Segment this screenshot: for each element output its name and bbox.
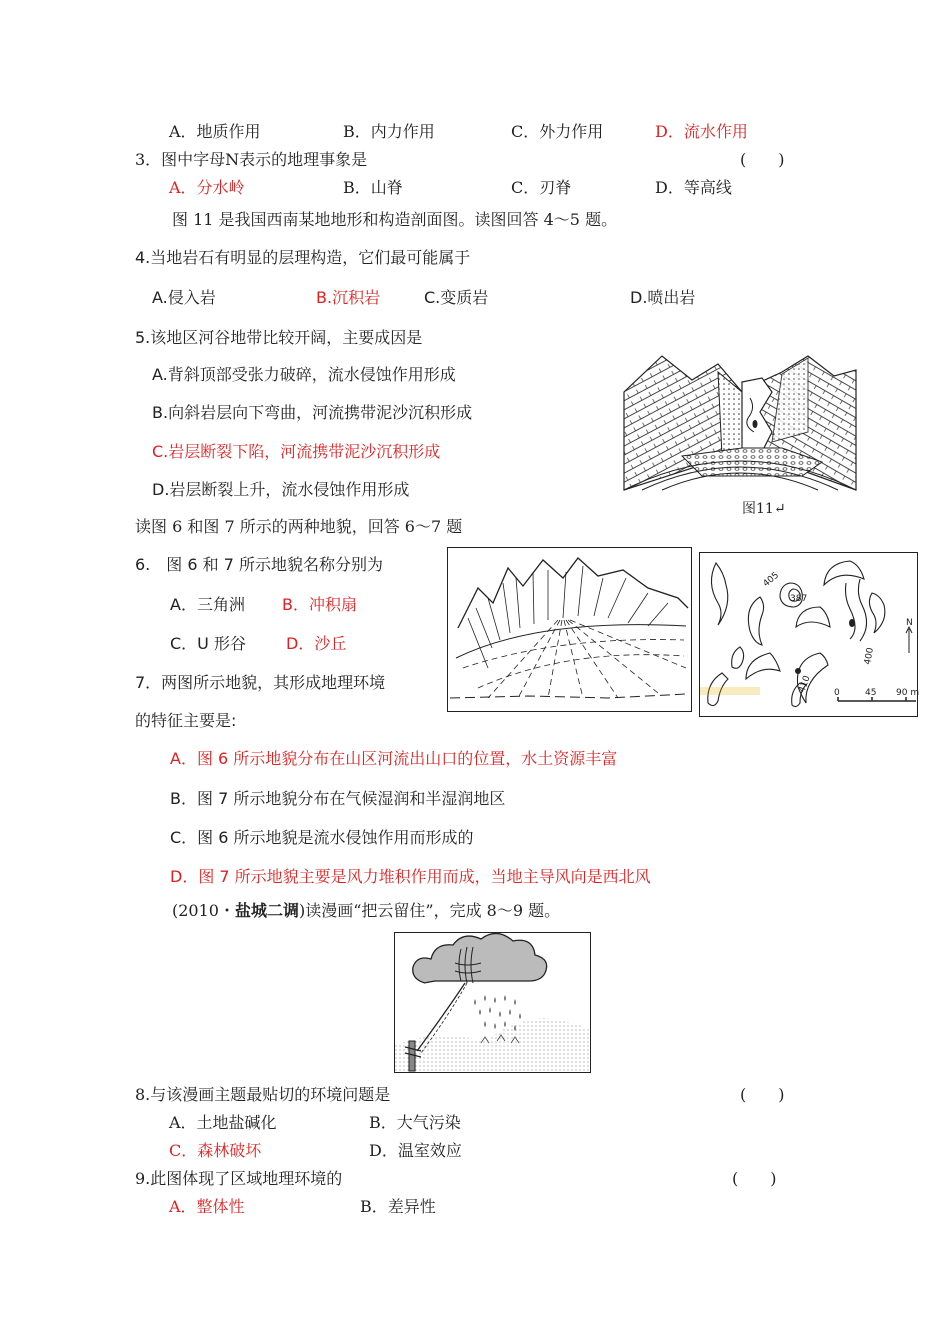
q2-option-d: D．流水作用 <box>655 122 748 141</box>
q7-stem-line2: 的特征主要是: <box>135 711 237 730</box>
q4-option-a: A.侵入岩 <box>152 288 216 307</box>
q6-option-b: B．冲积扇 <box>282 595 357 614</box>
q5-stem: 5.该地区河谷地带比较开阔，主要成因是 <box>135 328 423 347</box>
q8-option-c: C．森林破坏 <box>169 1141 262 1160</box>
scale-label-0: 0 <box>834 688 840 698</box>
contour-label-405: 405 <box>761 570 782 590</box>
figure-7-dune-map <box>699 552 918 717</box>
q5-option-a: A.背斜顶部受张力破碎，流水侵蚀作用形成 <box>152 365 456 384</box>
figure-cartoon-keep-clouds <box>394 932 591 1073</box>
q8-stem: 8.与该漫画主题最贴切的环境问题是 <box>135 1085 391 1104</box>
intro-fig11: 图 11 是我国西南某地地形和构造剖面图。读图回答 4～5 题。 <box>172 210 618 229</box>
scale-label-45: 45 <box>865 688 877 698</box>
q6-option-c: C．U 形谷 <box>170 634 246 653</box>
q6-stem: 6. 图 6 和 7 所示地貌名称分别为 <box>135 555 383 574</box>
q7-option-b: B．图 7 所示地貌分布在气候湿润和半湿润地区 <box>170 789 506 808</box>
q3-option-c: C．刃脊 <box>511 178 572 197</box>
q4-option-b: B.沉积岩 <box>316 288 381 307</box>
figure-11-caption: 图11↵ <box>742 501 786 517</box>
q9-option-b: B．差异性 <box>360 1197 436 1216</box>
q7-option-a: A．图 6 所示地貌分布在山区河流出山口的位置，水土资源丰富 <box>170 749 618 768</box>
north-arrow-icon <box>906 627 912 653</box>
q9-option-a: A．整体性 <box>169 1197 245 1216</box>
q8-option-a: A．土地盐碱化 <box>169 1113 277 1132</box>
q9-stem: 9.此图体现了区域地理环境的 <box>135 1169 343 1188</box>
q7-option-c: C．图 6 所示地貌是流水侵蚀作用而形成的 <box>170 828 474 847</box>
q2-option-c: C．外力作用 <box>511 122 604 141</box>
q7-stem-line1: 7．两图所示地貌，其形成地理环境 <box>135 673 386 692</box>
q4-stem: 4.当地岩石有明显的层理构造，它们最可能属于 <box>135 248 471 267</box>
q5-option-c: C.岩层断裂下陷，河流携带泥沙沉积形成 <box>152 442 441 461</box>
contour-label-400: 400 <box>863 646 876 666</box>
contour-label-387: 387 <box>790 594 808 604</box>
q3-option-b: B．山脊 <box>343 178 403 197</box>
contour-label-410: 410 <box>797 674 813 695</box>
q6-option-a: A．三角洲 <box>170 595 245 614</box>
q4-option-d: D.喷出岩 <box>630 288 696 307</box>
q4-option-c: C.变质岩 <box>424 288 489 307</box>
figure-6-alluvial-fan <box>447 547 692 712</box>
scale-label-90: 90 m <box>896 688 920 698</box>
q8-option-d: D．温室效应 <box>369 1141 462 1160</box>
q8-answer-paren: ( ) <box>740 1085 785 1104</box>
intro-cartoon: (2010・盐城二调)读漫画“把云留住”，完成 8～9 题。 <box>172 901 561 920</box>
q5-option-d: D.岩层断裂上升，流水侵蚀作用形成 <box>152 480 410 499</box>
q7-option-d: D．图 7 所示地貌主要是风力堆积作用而成，当地主导风向是西北风 <box>170 867 651 886</box>
q3-option-a: A．分水岭 <box>169 178 245 197</box>
q8-option-b: B．大气污染 <box>369 1113 461 1132</box>
q3-stem: 3．图中字母N表示的地理事象是 <box>135 150 368 169</box>
north-arrow-label: N <box>906 618 913 628</box>
q9-answer-paren: ( ) <box>732 1169 777 1188</box>
q3-option-d: D．等高线 <box>655 178 732 197</box>
intro-fig6-7: 读图 6 和图 7 所示的两种地貌，回答 6～7 题 <box>135 517 463 536</box>
q5-option-b: B.向斜岩层向下弯曲，河流携带泥沙沉积形成 <box>152 403 473 422</box>
q3-answer-paren: ( ) <box>740 150 785 169</box>
q2-option-b: B．内力作用 <box>343 122 435 141</box>
figure-11-cross-section <box>622 352 858 492</box>
q2-option-a: A．地质作用 <box>169 122 261 141</box>
q6-option-d: D．沙丘 <box>286 634 347 653</box>
